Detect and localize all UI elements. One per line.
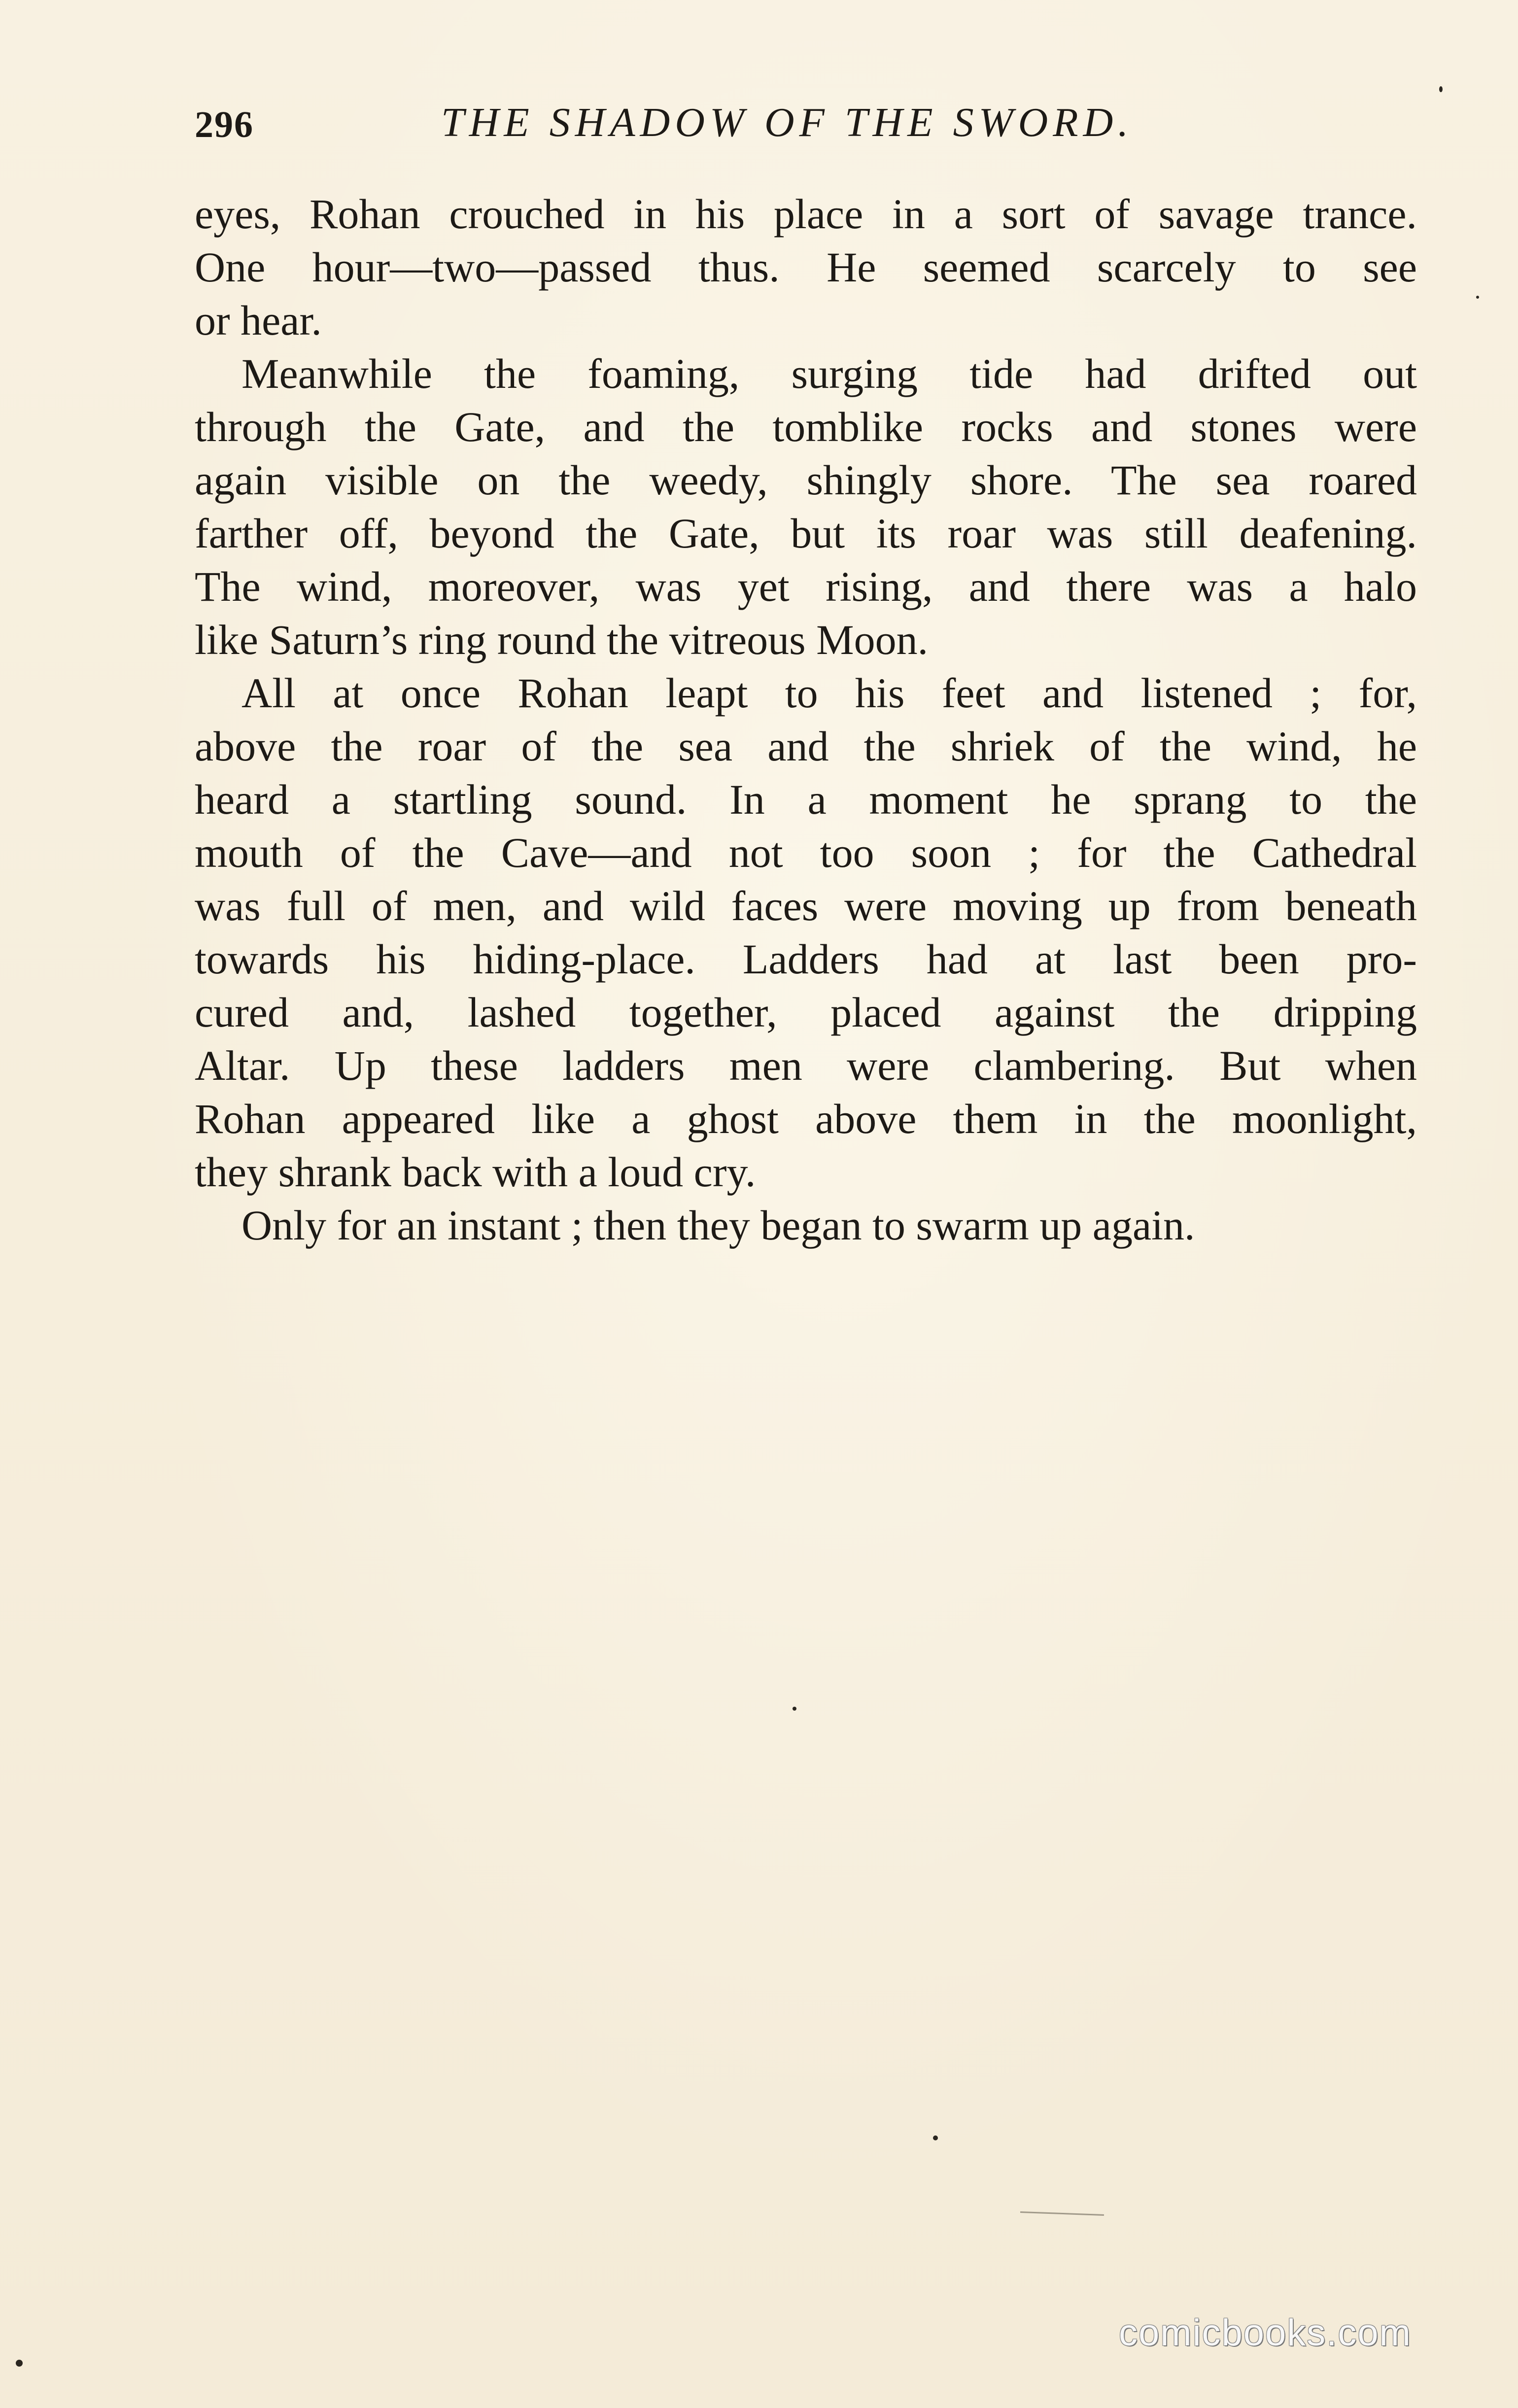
text-line: was full of men, and wild faces were moving up from beneath	[195, 882, 1417, 929]
text-line: Rohan appeared like a ghost above them in the moonlight,	[195, 1095, 1417, 1142]
text-line: farther off, beyond the Gate, but its roar was still deafening.	[195, 510, 1417, 557]
text-line: Only for an instant ; then they began to swarm up again.	[242, 1202, 1195, 1249]
text-line: again visible on the weedy, shingly shore. The sea roared	[195, 456, 1417, 504]
paragraph-2	[195, 347, 1417, 666]
text-line: Altar. Up these ladders men were clambering. But when	[195, 1042, 1417, 1089]
paper-scratch	[1020, 2211, 1104, 2216]
page-number: 296	[195, 104, 254, 145]
text-line: or hear.	[195, 297, 322, 344]
text-line: they shrank back with a loud cry.	[195, 1148, 756, 1196]
text-line: All at once Rohan leapt to his feet and listened ; for,	[242, 669, 1417, 717]
paper-speck	[793, 1707, 796, 1711]
text-line: Meanwhile the foaming, surging tide had drifted out	[242, 350, 1417, 397]
paragraph-3	[195, 666, 1417, 1199]
paragraph-1	[195, 187, 1417, 347]
text-line: eyes, Rohan crouched in his place in a sort of savage trance.	[195, 190, 1417, 238]
paper-speck	[1439, 86, 1443, 92]
text-line: The wind, moreover, was yet rising, and there was a halo	[195, 563, 1417, 610]
text-line: like Saturn’s ring round the vitreous Moon.	[195, 616, 929, 663]
text-line: above the roar of the sea and the shriek of the wind, he	[195, 722, 1417, 770]
paper-speck	[16, 2360, 23, 2367]
paper-speck	[933, 2135, 938, 2140]
text-line: heard a startling sound. In a moment he sprang to the	[195, 776, 1417, 823]
paragraph-4	[195, 1199, 1417, 1252]
body-text	[195, 187, 1417, 1252]
running-title: THE SHADOW OF THE SWORD.	[441, 100, 1134, 145]
text-line: One hour—two—passed thus. He seemed scarcely to see	[195, 243, 1417, 291]
watermark: comicbooks.com	[1119, 2312, 1412, 2354]
text-line: cured and, lashed together, placed against the dripping	[195, 989, 1417, 1036]
paper-speck	[1476, 296, 1479, 299]
text-line: through the Gate, and the tomblike rocks and stones were	[195, 403, 1417, 450]
text-line: towards his hiding-place. Ladders had at last been pro-	[195, 935, 1417, 983]
text-line: mouth of the Cave—and not too soon ; for the Cathedral	[195, 829, 1417, 876]
running-head	[195, 99, 1417, 153]
